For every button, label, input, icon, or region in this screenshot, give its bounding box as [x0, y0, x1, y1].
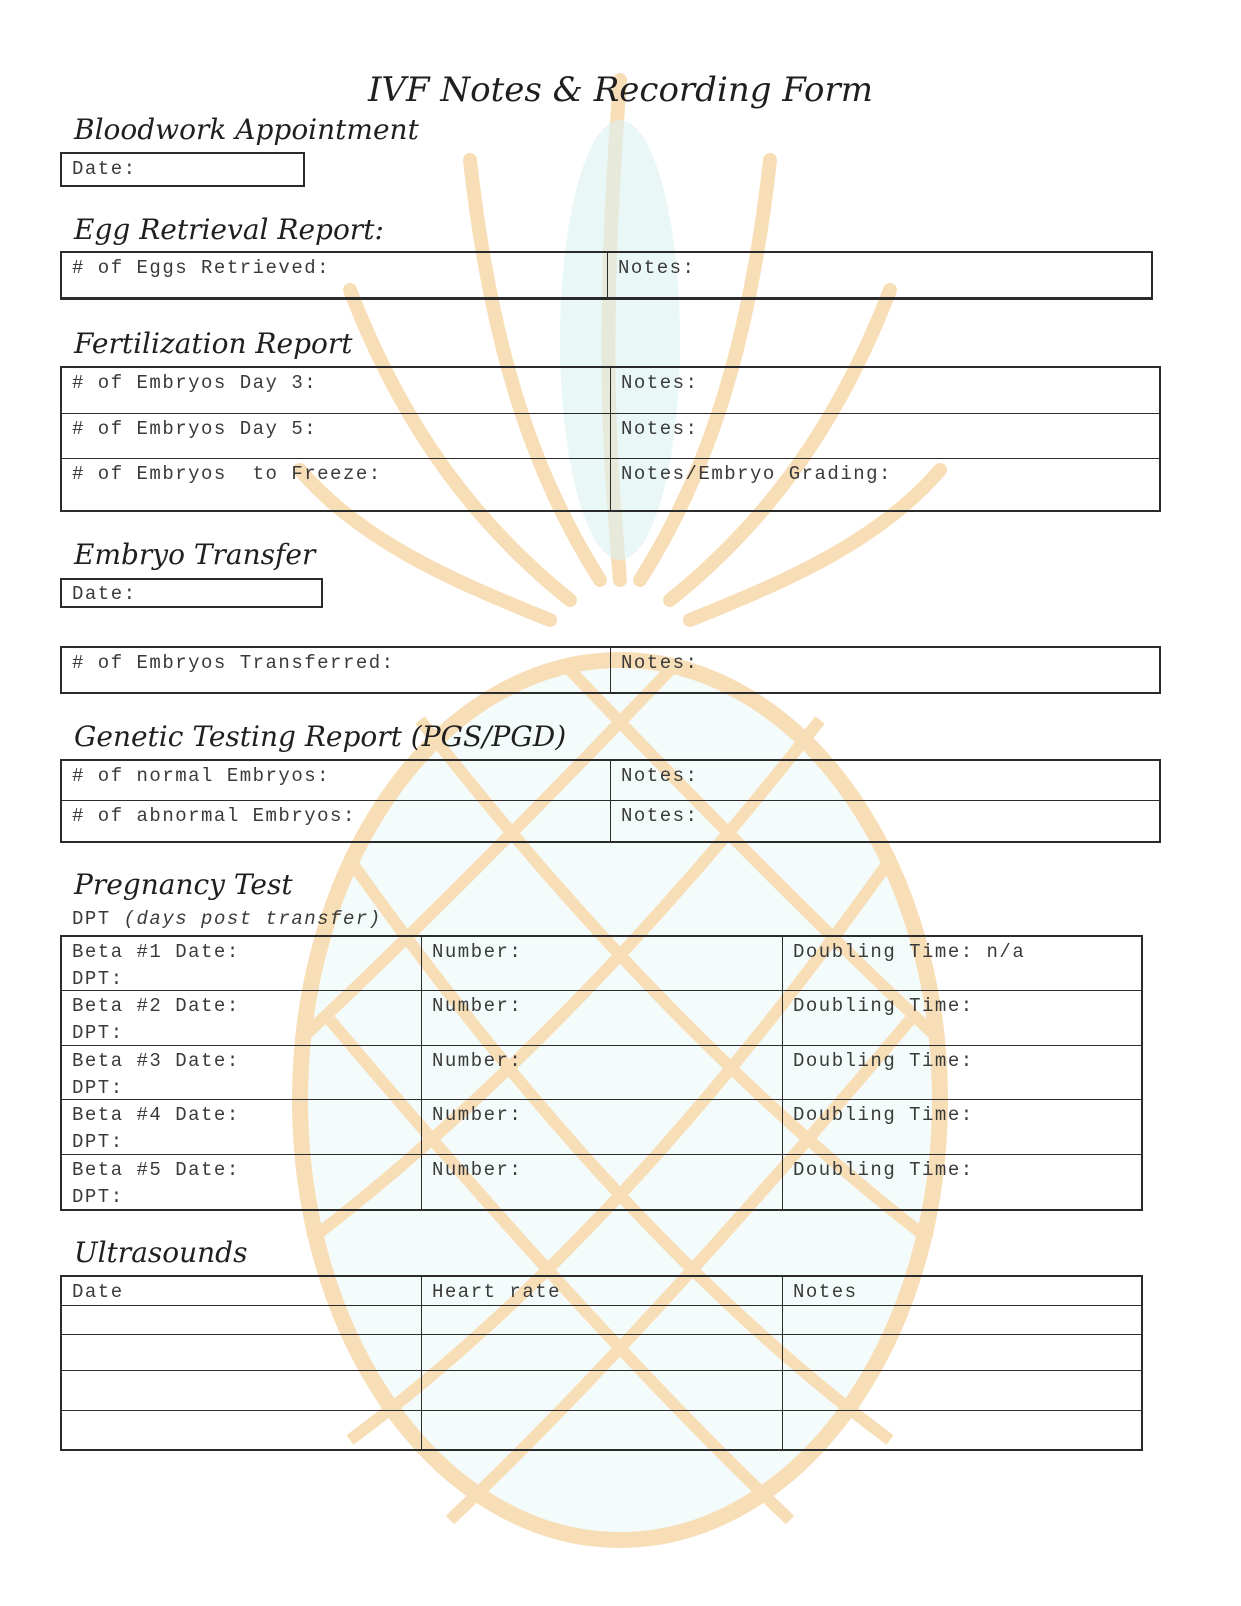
bloodwork-date-field[interactable]: [60, 152, 305, 187]
beta3-doubling-field[interactable]: Doubling Time:: [783, 1046, 1141, 1100]
page-title: IVF Notes & Recording Form: [367, 70, 873, 110]
transfer-table: [60, 646, 1161, 694]
dpt-subtitle-prefix: DPT: [72, 908, 111, 930]
embryos-day3-field[interactable]: # of Embryos Day 3:: [62, 368, 611, 414]
ultrasound-heart-rate-cell[interactable]: [422, 1306, 783, 1335]
embryos-transferred-field[interactable]: # of Embryos Transferred:: [62, 648, 611, 692]
ultrasound-notes-cell[interactable]: [783, 1306, 1141, 1335]
ultrasound-header-notes: Notes: [783, 1277, 1141, 1306]
beta2-date-field[interactable]: Beta #2 Date: DPT:: [62, 991, 422, 1045]
ultrasound-notes-cell[interactable]: [783, 1335, 1141, 1371]
ultrasound-notes-cell[interactable]: [783, 1411, 1141, 1449]
bloodwork-date-label: Date:: [72, 158, 137, 180]
dpt-subtitle-note: (days post transfer): [123, 908, 382, 930]
beta1-date-field[interactable]: Beta #1 Date: DPT:: [62, 937, 422, 991]
fertilization-table: [60, 366, 1161, 512]
pregnancy-test-table: [60, 935, 1143, 1211]
embryo-transfer-heading: Embryo Transfer: [74, 538, 316, 571]
egg-retrieval-table: [60, 251, 1153, 300]
genetic-testing-heading: Genetic Testing Report (PGS/PGD): [74, 720, 567, 753]
beta1-number-field[interactable]: Number:: [422, 937, 783, 991]
ultrasound-header-date: Date: [62, 1277, 422, 1306]
beta3-date-field[interactable]: Beta #3 Date: DPT:: [62, 1046, 422, 1100]
normal-embryos-notes[interactable]: Notes:: [611, 761, 1159, 801]
beta2-number-field[interactable]: Number:: [422, 991, 783, 1045]
bloodwork-heading: Bloodwork Appointment: [74, 113, 419, 146]
genetic-testing-table: [60, 759, 1161, 843]
ultrasound-notes-cell[interactable]: [783, 1371, 1141, 1411]
beta4-date-field[interactable]: Beta #4 Date: DPT:: [62, 1100, 422, 1154]
fertilization-heading: Fertilization Report: [74, 327, 353, 360]
ultrasound-header-heart-rate: Heart rate: [422, 1277, 783, 1306]
beta5-number-field[interactable]: Number:: [422, 1155, 783, 1209]
ultrasound-date-cell[interactable]: [62, 1335, 422, 1371]
ultrasounds-heading: Ultrasounds: [74, 1236, 248, 1269]
beta5-doubling-field[interactable]: Doubling Time:: [793, 1158, 974, 1181]
ultrasound-heart-rate-cell[interactable]: [422, 1335, 783, 1371]
dpt-subtitle: [72, 908, 382, 930]
normal-embryos-field[interactable]: # of normal Embryos:: [62, 761, 611, 801]
embryos-day3-notes[interactable]: Notes:: [611, 368, 1159, 414]
embryos-day5-field[interactable]: # of Embryos Day 5:: [62, 414, 611, 459]
ultrasound-heart-rate-cell[interactable]: [422, 1371, 783, 1411]
egg-retrieval-heading: Egg Retrieval Report:: [74, 213, 384, 246]
ultrasound-date-cell[interactable]: [62, 1306, 422, 1335]
embryo-grading-notes[interactable]: Notes/Embryo Grading:: [621, 463, 892, 485]
beta4-doubling-field[interactable]: Doubling Time:: [783, 1100, 1141, 1154]
eggs-retrieved-field[interactable]: # of Eggs Retrieved:: [62, 253, 608, 298]
pregnancy-test-heading: Pregnancy Test: [74, 868, 293, 901]
ultrasound-heart-rate-cell[interactable]: [422, 1411, 783, 1449]
ultrasounds-table: [60, 1275, 1143, 1451]
transfer-date-label: Date:: [72, 583, 137, 605]
embryos-freeze-field[interactable]: # of Embryos to Freeze:: [62, 459, 611, 510]
abnormal-embryos-notes[interactable]: Notes:: [621, 805, 699, 827]
egg-notes-field[interactable]: Notes:: [608, 253, 1151, 298]
beta5-date-field[interactable]: Beta #5 Date: DPT:: [62, 1155, 422, 1209]
ultrasound-date-cell[interactable]: [62, 1371, 422, 1411]
beta4-number-field[interactable]: Number:: [422, 1100, 783, 1154]
beta1-doubling-field[interactable]: Doubling Time: n/a: [783, 937, 1141, 991]
embryos-day5-notes[interactable]: Notes:: [611, 414, 1159, 459]
transfer-date-field[interactable]: [60, 578, 323, 608]
transfer-notes-field[interactable]: Notes:: [621, 652, 699, 674]
beta3-number-field[interactable]: Number:: [422, 1046, 783, 1100]
abnormal-embryos-field[interactable]: # of abnormal Embryos:: [62, 801, 611, 841]
beta2-doubling-field[interactable]: Doubling Time:: [783, 991, 1141, 1045]
ultrasound-date-cell[interactable]: [62, 1411, 422, 1449]
